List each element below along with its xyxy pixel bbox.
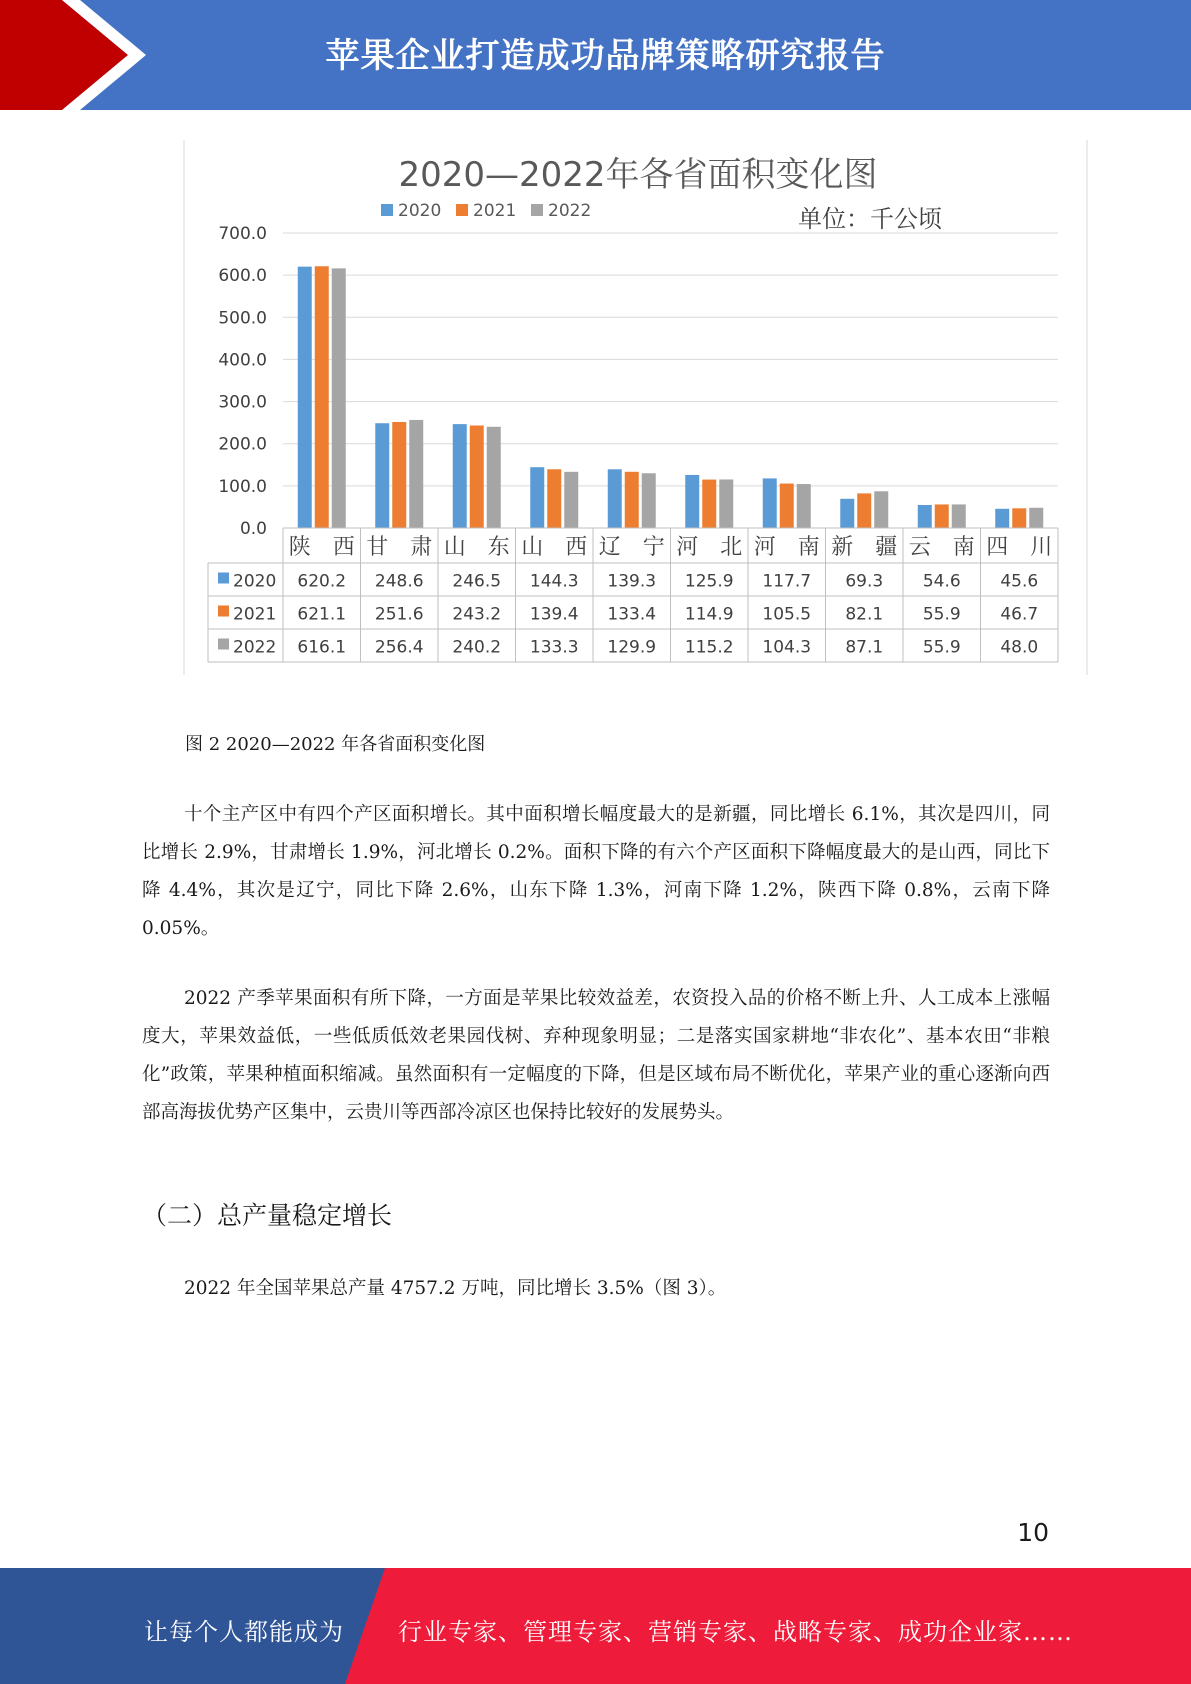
bar-2021-2: [470, 426, 484, 528]
bar-2022-4: [642, 473, 656, 528]
bar-2020-2: [453, 424, 467, 528]
y-tick-label: 0.0: [239, 519, 267, 539]
table-legend-swatch: [218, 573, 229, 584]
bar-2021-1: [392, 422, 406, 528]
paragraph-2: 2022 产季苹果面积有所下降，一方面是苹果比较效益差，农资投入品的价格不断上升、人工成本上涨幅度大，苹果效益低，一些低质低效老果园伐树、弃种现象明显；二是落实国家耕地“非农化”、基本农田“非粮化”政策，苹果种植面积缩减。虽然面积有一定幅度的下降，但是区域布局不断优化，苹果产业的重心逐渐向西部高海拔优势产区集中，云贵川等西部冷凉区也保持比较好的发展势头。: [142, 988, 1050, 1123]
bar-2022-9: [1029, 508, 1043, 528]
data-label: 139.3: [607, 571, 657, 592]
bar-2022-2: [487, 427, 501, 528]
data-label: 133.4: [607, 604, 657, 625]
data-label: 48.0: [1000, 637, 1039, 658]
report-title: 苹果企业打造成功品牌策略研究报告: [325, 36, 886, 76]
bar-2021-7: [857, 493, 871, 528]
category-label: 陕 西: [288, 535, 355, 560]
paragraph-1: 十个主产区中有四个产区面积增长。其中面积增长幅度最大的是新疆，同比增长 6.1%，其次是四川，同比增长 2.9%，甘肃增长 1.9%，河北增长 0.2%。面积下降的有六个产区面积下降幅度最大的是山西，同比下降 4.4%，其次是辽宁，同比下降 2.6%，山东下降 1.3%，河南下降 1.2%，陕西下降 0.8%，云南下降 0.05%。: [142, 804, 1050, 939]
bar-2020-0: [298, 267, 312, 528]
bar-2020-9: [995, 509, 1009, 528]
bar-2021-3: [547, 469, 561, 528]
bar-2022-7: [874, 491, 888, 528]
data-label: 104.3: [762, 637, 812, 658]
paragraph-3: 2022 年全国苹果总产量 4757.2 万吨，同比增长 3.5%（图 3）。: [184, 1278, 727, 1299]
legend-label-2022: 2022: [548, 201, 592, 221]
data-label: 55.9: [922, 604, 961, 625]
table-legend-swatch: [218, 606, 229, 617]
y-tick-label: 300.0: [218, 392, 267, 413]
bar-2022-1: [409, 420, 423, 528]
category-label: 辽 宁: [598, 535, 665, 560]
data-label: 129.9: [607, 637, 657, 658]
footer-slogan-right: 行业专家、管理专家、营销专家、战略专家、成功企业家……: [398, 1618, 1073, 1646]
bar-2020-1: [375, 423, 389, 528]
y-tick-label: 100.0: [218, 476, 267, 497]
legend-swatch-2020: [381, 204, 393, 216]
data-label: 54.6: [922, 571, 961, 592]
legend-swatch-2022: [531, 204, 543, 216]
data-label: 114.9: [684, 604, 734, 625]
bar-2022-3: [564, 472, 578, 528]
data-label: 251.6: [374, 604, 424, 625]
bar-2022-0: [332, 268, 346, 528]
chart-svg: [183, 140, 1088, 675]
data-label: 125.9: [684, 571, 734, 592]
legend-label-2021: 2021: [473, 201, 517, 221]
bar-2020-4: [608, 469, 622, 528]
bar-2020-3: [530, 467, 544, 528]
data-label: 620.2: [297, 571, 347, 592]
data-label: 69.3: [845, 571, 884, 592]
category-label: 甘 肃: [366, 535, 433, 560]
y-tick-label: 400.0: [218, 350, 267, 371]
bar-2020-8: [918, 505, 932, 528]
y-tick-label: 600.0: [218, 266, 267, 287]
category-label: 云 南: [908, 535, 975, 560]
bar-2020-7: [840, 499, 854, 528]
legend-swatch-2021: [456, 204, 468, 216]
data-label: 616.1: [297, 637, 347, 658]
bar-2021-9: [1012, 508, 1026, 528]
y-tick-label: 500.0: [218, 308, 267, 329]
data-label: 45.6: [1000, 571, 1039, 592]
data-label: 246.5: [452, 571, 502, 592]
data-label: 115.2: [684, 637, 734, 658]
data-label: 105.5: [762, 604, 812, 625]
table-legend-swatch: [218, 639, 229, 650]
category-label: 山 西: [521, 535, 588, 560]
table-series-label: 2020: [233, 571, 277, 592]
table-series-label: 2021: [233, 604, 277, 625]
data-label: 133.3: [529, 637, 579, 658]
data-label: 139.4: [529, 604, 579, 625]
bar-2021-0: [315, 266, 329, 528]
page-number: 10: [1017, 1518, 1049, 1547]
footer-slogan-left: 让每个人都能成为: [144, 1618, 344, 1646]
bar-2020-6: [763, 478, 777, 528]
data-label: 55.9: [922, 637, 961, 658]
data-label: 117.7: [762, 571, 812, 592]
data-label: 87.1: [845, 637, 884, 658]
category-label: 新 疆: [831, 535, 898, 560]
data-label: 144.3: [529, 571, 579, 592]
category-label: 山 东: [443, 535, 510, 560]
area-change-chart: [183, 140, 1088, 675]
bar-2020-5: [685, 475, 699, 528]
page-header: [0, 0, 1191, 110]
bar-2021-8: [935, 504, 949, 528]
figure-caption: 图 2 2020—2022 年各省面积变化图: [185, 734, 486, 755]
bar-2021-4: [625, 472, 639, 528]
bar-2022-5: [719, 479, 733, 528]
page-footer: [0, 1568, 1191, 1684]
data-label: 621.1: [297, 604, 347, 625]
category-label: 四 川: [986, 535, 1053, 560]
bar-2022-6: [797, 484, 811, 528]
category-label: 河 南: [753, 535, 820, 560]
legend-label-2020: 2020: [398, 201, 442, 221]
section-heading: （二）总产量稳定增长: [142, 1201, 393, 1230]
data-label: 240.2: [452, 637, 502, 658]
y-tick-label: 200.0: [218, 434, 267, 455]
y-tick-label: 700.0: [218, 224, 267, 244]
data-label: 46.7: [1000, 604, 1039, 625]
category-label: 河 北: [676, 535, 743, 560]
bar-2021-5: [702, 480, 716, 528]
data-label: 243.2: [452, 604, 502, 625]
data-label: 82.1: [845, 604, 884, 625]
table-series-label: 2022: [233, 637, 277, 658]
data-label: 256.4: [374, 637, 424, 658]
bar-2022-8: [952, 504, 966, 528]
chart-title: 2020—2022年各省面积变化图: [398, 155, 878, 195]
chart-unit-label: 单位：千公顷: [798, 205, 942, 233]
bar-2021-6: [780, 484, 794, 528]
data-label: 248.6: [374, 571, 424, 592]
